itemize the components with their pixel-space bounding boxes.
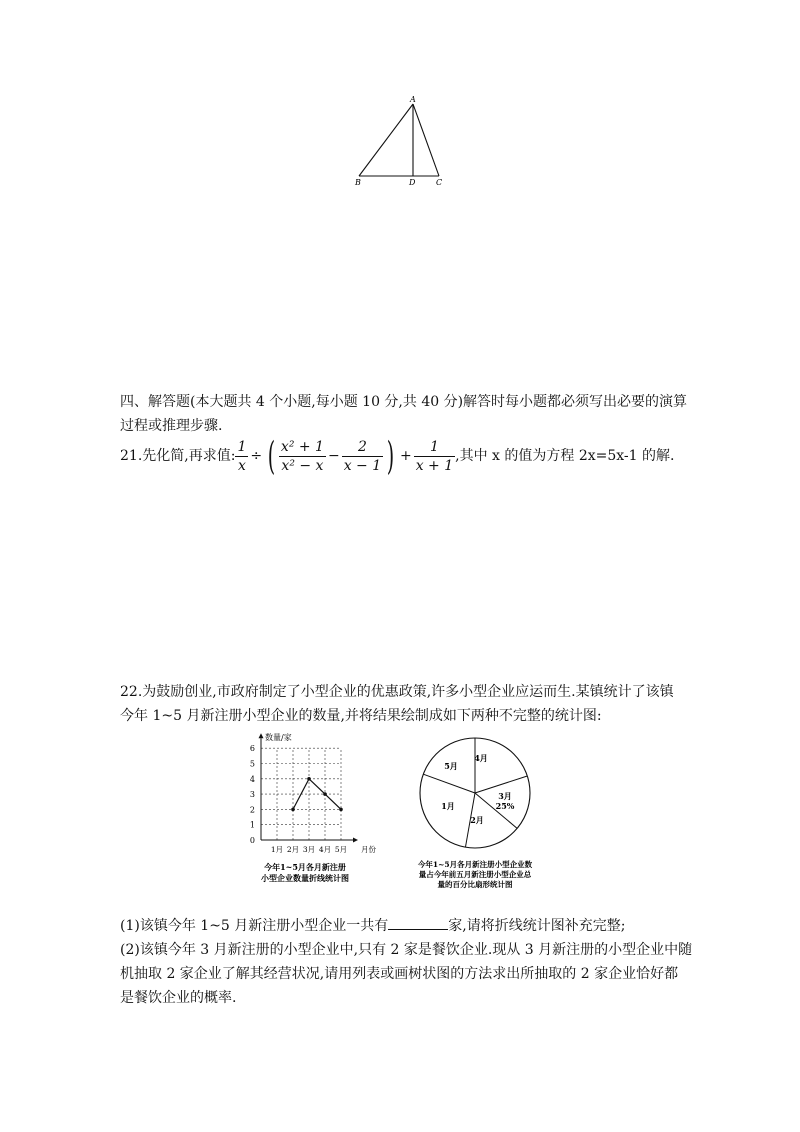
- question-21: [120, 434, 675, 478]
- data-point: [339, 808, 343, 812]
- pie-slice-value: 25%: [495, 801, 515, 811]
- q22-part2-line3: 是餐饮企业的概率.: [120, 990, 237, 1006]
- fraction-1: [235, 438, 248, 475]
- q21-prefix: 21.先化简,再求值:: [120, 448, 236, 464]
- question-22-intro: [120, 680, 674, 728]
- pie-slice-label: 4月: [474, 753, 488, 763]
- section-heading: [120, 390, 687, 438]
- divide-operator: ÷: [250, 448, 263, 464]
- pie-slice-label: 1月: [441, 801, 455, 811]
- pie-slice-divider: [423, 774, 475, 793]
- y-axis-label: 数量/家: [265, 733, 292, 743]
- q22-part1: [120, 914, 692, 938]
- x-tick-label: 1月: [270, 845, 284, 854]
- y-tick-label: 1: [249, 820, 255, 830]
- x-tick-label: 3月: [302, 845, 316, 854]
- section-heading-line1: 四、解答题(本大题共 4 个小题,每小题 10 分,共 40 分)解答时每小题都必须写出必要的演算: [120, 394, 688, 410]
- x-tick-label: 2月: [286, 845, 300, 854]
- y-tick-label: 0: [249, 836, 255, 845]
- fraction-4-denominator: x + 1: [415, 457, 454, 474]
- question-22-parts: [120, 914, 692, 1010]
- vertex-label-c: C: [436, 178, 443, 187]
- x-axis-arrow: [353, 838, 358, 843]
- q21-suffix: ,其中 x 的值为方程 2x=5x-1 的解.: [455, 448, 675, 464]
- y-tick-label: 2: [249, 805, 255, 815]
- pie-slice-label: 5月: [444, 761, 458, 771]
- x-axis-label: 月份: [361, 845, 376, 854]
- side-ab: [359, 104, 413, 176]
- line-chart: [225, 722, 385, 892]
- fraction-3: [342, 438, 383, 475]
- data-point: [307, 777, 311, 781]
- fraction-2-denominator: x² − x: [281, 457, 324, 474]
- q22-line1: 22.为鼓励创业,市政府制定了小型企业的优惠政策,许多小型企业应运而生.某镇统计了该镇: [120, 684, 674, 700]
- section-heading-line2: 过程或推理步骤.: [120, 418, 223, 434]
- plus-operator: +: [399, 448, 412, 464]
- y-tick-label: 5: [249, 759, 255, 769]
- pie-chart: [395, 735, 565, 895]
- vertex-label-b: B: [355, 178, 361, 187]
- pie-slice-label: 3月: [498, 791, 512, 801]
- fraction-1-numerator: 1: [237, 438, 247, 455]
- fraction-3-numerator: 2: [342, 438, 383, 457]
- fraction-1-denominator: x: [237, 457, 246, 474]
- q22-part1-prefix: (1)该镇今年 1~5 月新注册小型企业一共有: [120, 918, 389, 934]
- fraction-4: [414, 438, 455, 475]
- data-point: [323, 792, 327, 796]
- left-paren: (: [267, 434, 276, 478]
- pie-slice-label: 2月: [470, 815, 484, 825]
- y-tick-label: 4: [249, 774, 255, 784]
- fraction-3-denominator: x − 1: [343, 457, 382, 474]
- x-tick-label: 4月: [318, 845, 332, 854]
- minus-operator: −: [327, 448, 340, 464]
- right-paren: ): [386, 434, 395, 478]
- pie-chart-caption-line1: 今年1~5月各月新注册小型企业数: [417, 860, 533, 869]
- y-axis-arrow: [259, 733, 264, 738]
- triangle-figure: [350, 92, 450, 192]
- x-tick-label: 5月: [334, 845, 348, 854]
- data-point: [291, 808, 295, 812]
- fraction-4-numerator: 1: [414, 438, 455, 457]
- vertex-label-a: A: [410, 95, 416, 104]
- q22-part2-line2: 机抽取 2 家企业了解其经营状况,请用列表或画树状图的方法求出所抽取的 2 家企业恰好都: [120, 966, 679, 982]
- vertex-label-d: D: [409, 178, 416, 187]
- fraction-2-numerator: x² + 1: [280, 438, 324, 455]
- q22-part2-line1: (2)该镇今年 3 月新注册的小型企业中,只有 2 家是餐饮企业.现从 3 月新注册的小型企业中随: [120, 942, 693, 958]
- q22-line2: 今年 1~5 月新注册小型企业的数量,并将结果绘制成如下两种不完整的统计图:: [120, 708, 602, 724]
- pie-chart-caption-line3: 量的百分比扇形统计图: [437, 880, 513, 889]
- answer-blank[interactable]: [388, 915, 448, 930]
- fraction-2: [279, 438, 326, 475]
- q22-part1-suffix: 家,请将折线统计图补充完整;: [448, 918, 626, 934]
- y-tick-label: 6: [249, 744, 255, 754]
- y-tick-label: 3: [249, 790, 255, 800]
- line-chart-caption-line2: 小型企业数量折线统计图: [261, 873, 349, 883]
- side-ac: [413, 104, 439, 176]
- line-chart-caption-line1: 今年1~5月各月新注册: [264, 862, 346, 872]
- pie-chart-caption-line2: 量占今年前五月新注册小型企业总: [418, 870, 532, 879]
